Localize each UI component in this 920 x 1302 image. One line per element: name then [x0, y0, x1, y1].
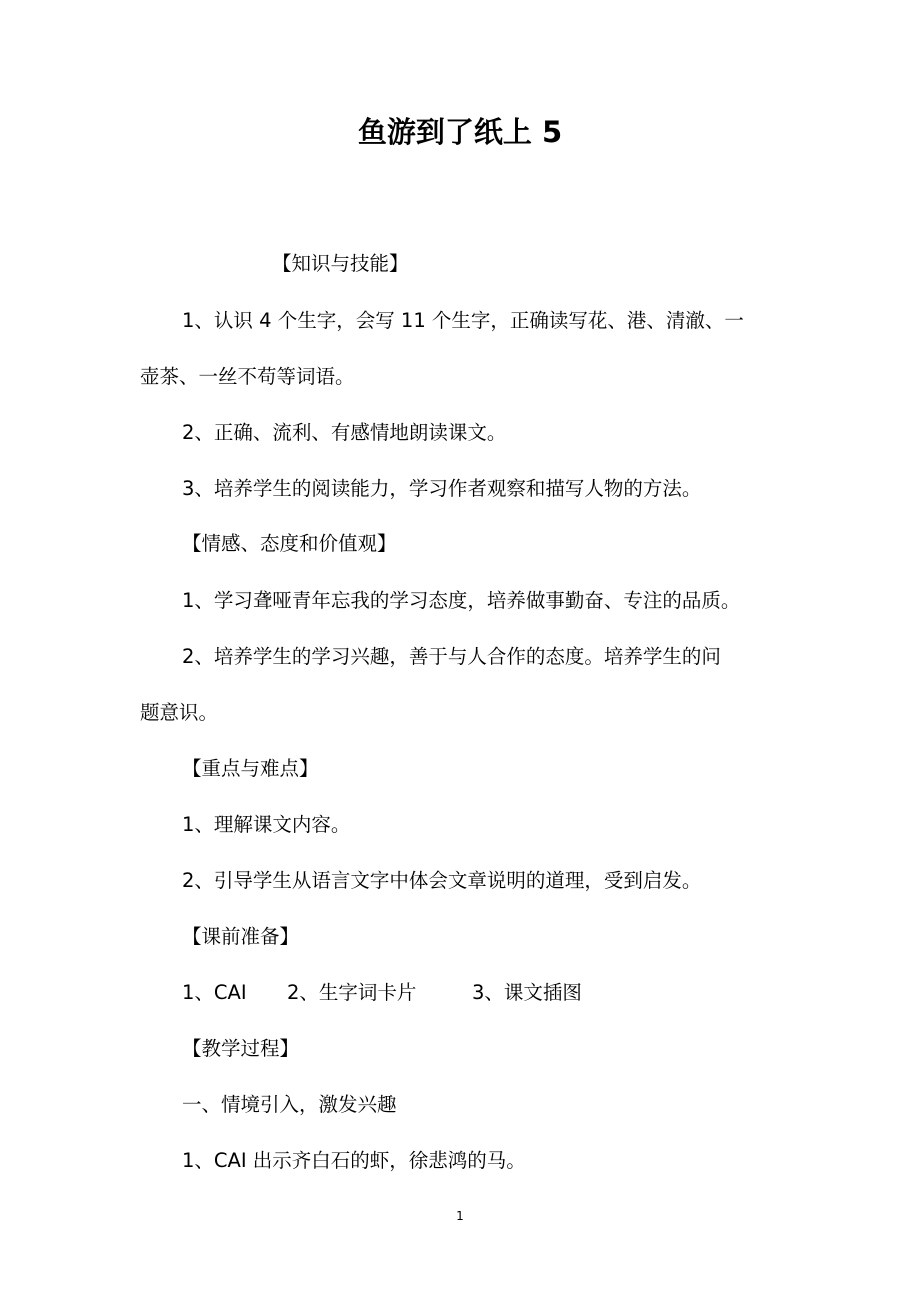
process-step-1-item-1: 1、CAI 出示齐白石的虾，徐悲鸿的马。 — [182, 1149, 526, 1172]
section-heading-process: 【教学过程】 — [182, 1037, 300, 1060]
page-title: 鱼游到了纸上 5 — [357, 115, 563, 149]
section-heading-emotion: 【情感、态度和价值观】 — [182, 532, 397, 555]
section-heading-keypoints: 【重点与难点】 — [182, 757, 319, 780]
knowledge-item-3: 3、培养学生的阅读能力，学习作者观察和描写人物的方法。 — [182, 477, 702, 500]
emotion-item-1: 1、学习聋哑青年忘我的学习态度，培养做事勤奋、专注的品质。 — [182, 589, 741, 612]
preparation-list — [182, 979, 582, 1007]
keypoints-item-1: 1、理解课文内容。 — [182, 813, 351, 836]
preparation-item: 2、生字词卡片 — [287, 981, 417, 1004]
section-heading-knowledge: 【知识与技能】 — [272, 252, 409, 275]
section-heading-preparation: 【课前准备】 — [182, 925, 300, 948]
page-number: 1 — [456, 1209, 464, 1223]
knowledge-item-1-line-2: 壶茶、一丝不苟等词语。 — [140, 365, 355, 388]
preparation-item: 1、CAI — [182, 981, 247, 1004]
emotion-item-2-line-2: 题意识。 — [140, 701, 219, 724]
process-step-1: 一、情境引入，激发兴趣 — [182, 1093, 397, 1116]
preparation-item: 3、课文插图 — [472, 981, 582, 1004]
keypoints-item-2: 2、引导学生从语言文字中体会文章说明的道理，受到启发。 — [182, 869, 702, 892]
knowledge-item-2: 2、正确、流利、有感情地朗读课文。 — [182, 421, 507, 444]
knowledge-item-1-line-1: 1、认识 4 个生字，会写 11 个生字，正确读写花、港、清澈、一 — [182, 309, 744, 332]
emotion-item-2-line-1: 2、培养学生的学习兴趣，善于与人合作的态度。培养学生的问 — [182, 645, 721, 668]
